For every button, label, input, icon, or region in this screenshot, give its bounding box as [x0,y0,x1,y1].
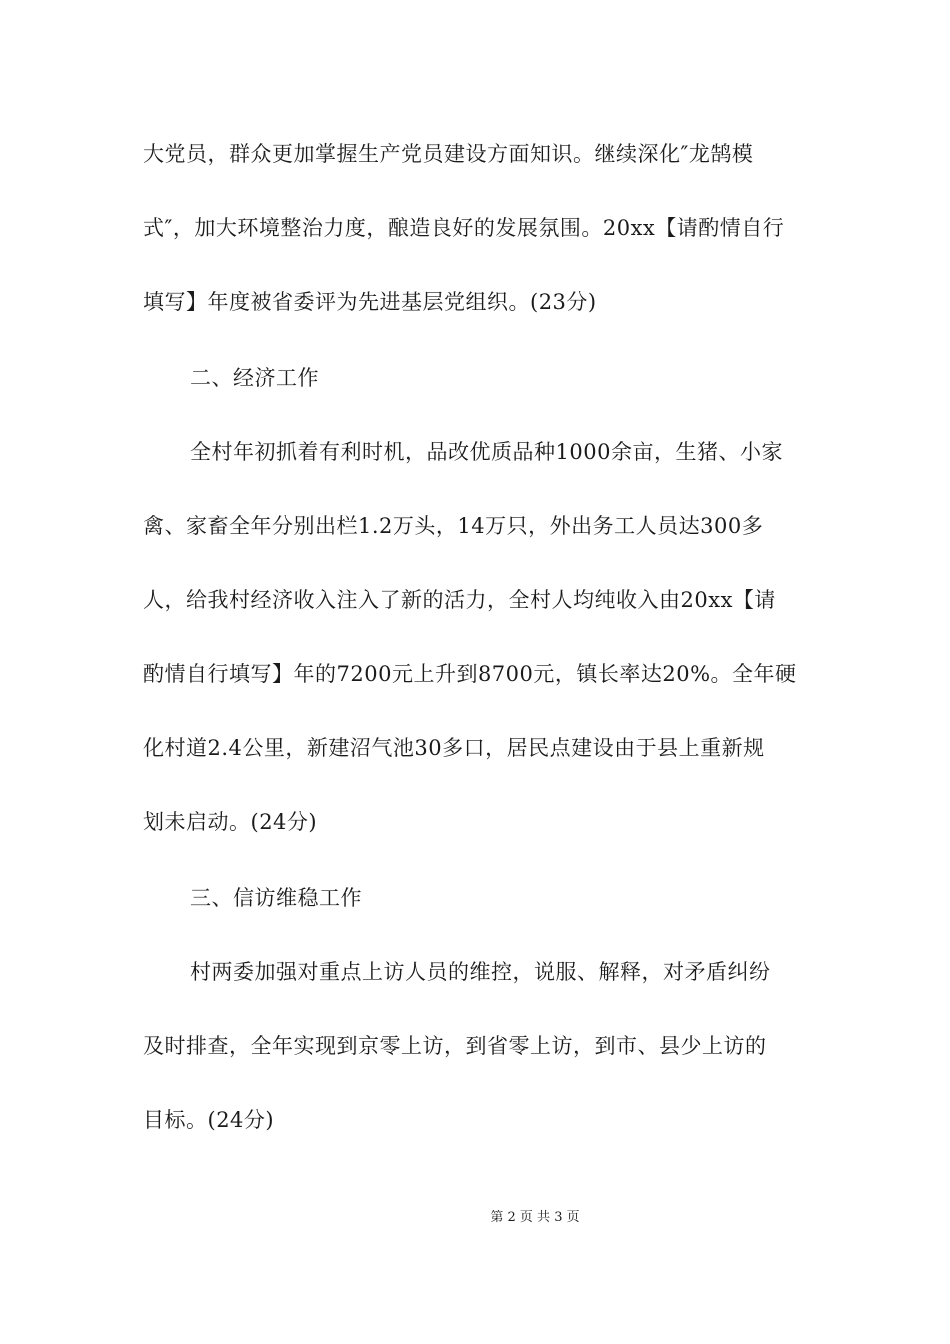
paragraph-line: 人，给我村经济收入注入了新的活力，全村人均纯收入由20xx【请 [143,588,776,612]
section-heading-economy: 二、经济工作 [190,366,319,390]
paragraph-line: 化村道2.4公里，新建沼气池30多口，居民点建设由于县上重新规 [143,736,765,760]
paragraph-line: 填写】年度被省委评为先进基层党组织。(23分) [143,290,597,314]
paragraph-line: 式″，加大环境整治力度，酿造良好的发展氛围。20xx【请酌情自行 [143,216,785,240]
paragraph-line: 及时排查，全年实现到京零上访，到省零上访，到市、县少上访的 [143,1034,767,1058]
paragraph-line: 酌情自行填写】年的7200元上升到8700元，镇长率达20%。全年硬 [143,662,797,686]
page-number-footer: 第 2 页 共 3 页 [490,1210,580,1225]
paragraph-line: 大党员，群众更加掌握生产党员建设方面知识。继续深化″龙鹄模 [143,142,754,166]
paragraph-line: 村两委加强对重点上访人员的维控，说服、解释，对矛盾纠纷 [190,960,771,984]
paragraph-line: 全村年初抓着有利时机，品改优质品种1000余亩，生猪、小家 [190,440,783,464]
paragraph-line: 目标。(24分) [143,1108,275,1132]
paragraph-line: 划未启动。(24分) [143,810,318,834]
paragraph-line: 禽、家畜全年分别出栏1.2万头，14万只，外出务工人员达300多 [143,514,764,538]
section-heading-petition: 三、信访维稳工作 [190,886,362,910]
